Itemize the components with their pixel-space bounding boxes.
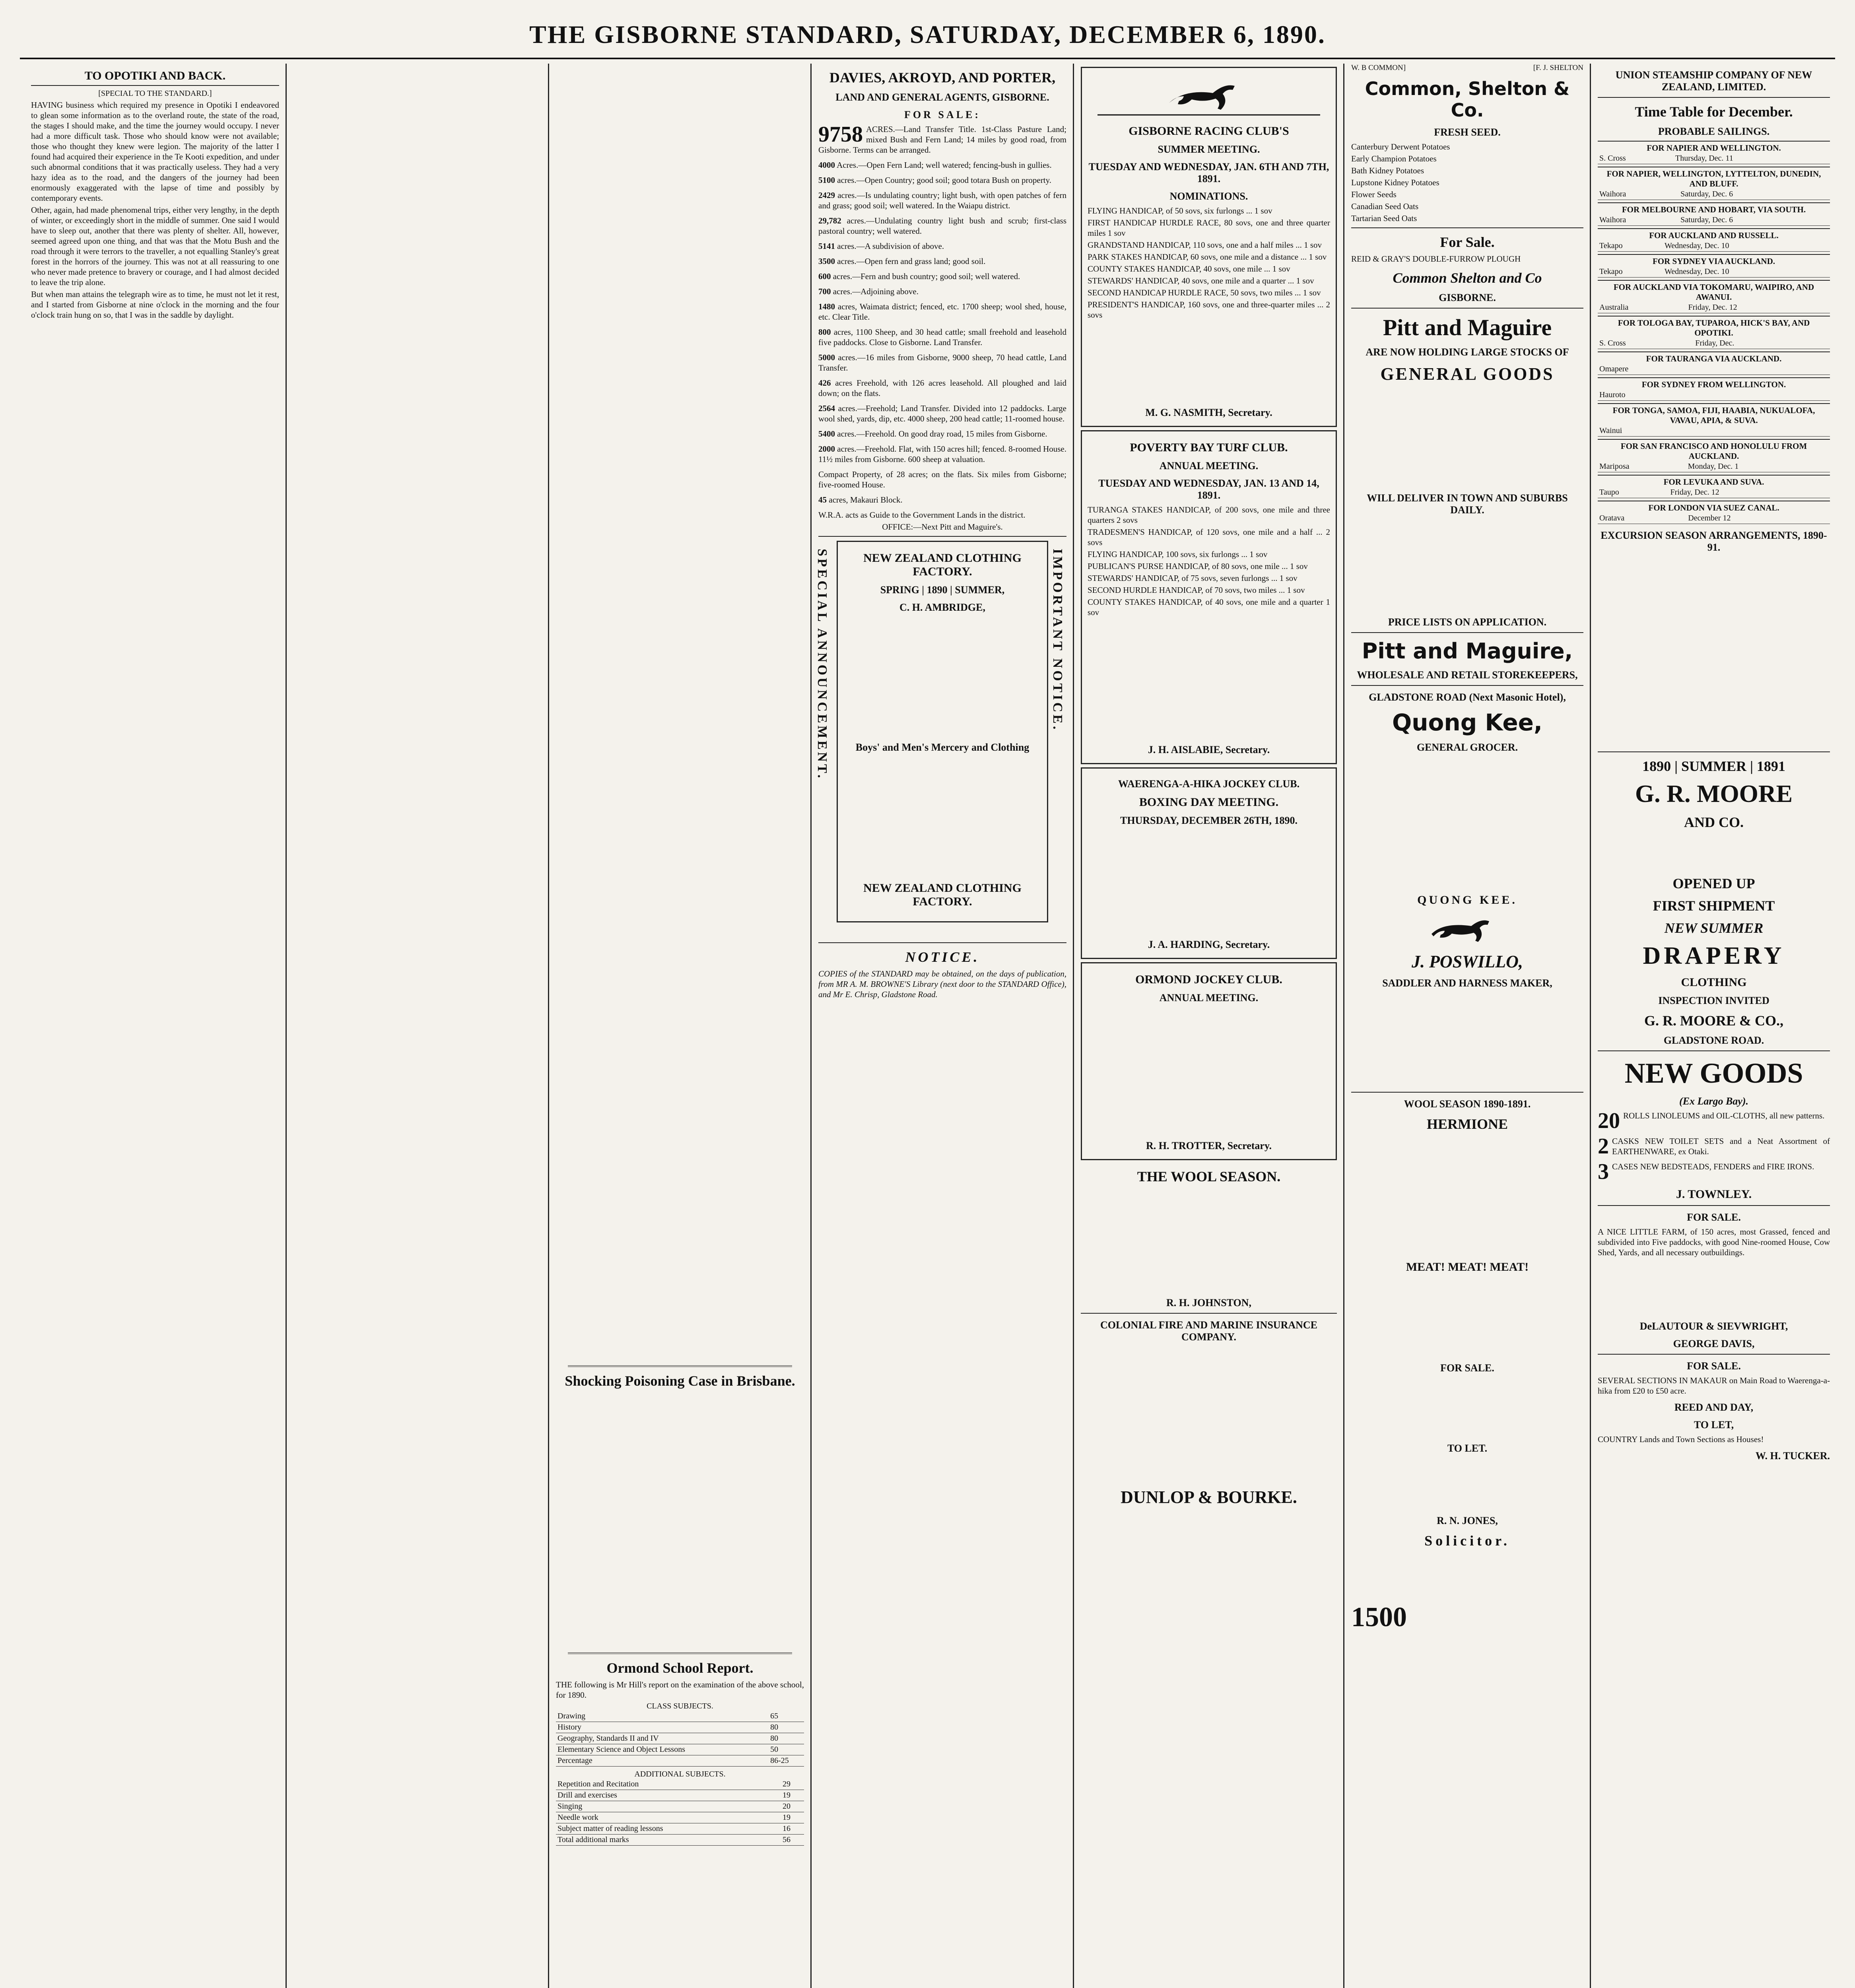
divider (818, 942, 1066, 943)
boxing-title: BOXING DAY MEETING. (1139, 796, 1279, 809)
sailing-route: FOR LEVUKA AND SUVA. (1598, 475, 1830, 487)
section-divider (568, 1652, 792, 1654)
ship-name: Taupo (1598, 487, 1669, 498)
for-sale-heading: FOR SALE: (904, 109, 981, 120)
sailing-route: FOR AUCKLAND VIA TOKOMARU, WAIPIRO, AND AWANUI. (1598, 280, 1830, 302)
for-sale-heading: FOR SALE. (1687, 1211, 1741, 1223)
report-intro: THE following is Mr Hill's report on the examination of the above school, for 1890. (556, 1680, 804, 1700)
wool-agent: R. H. JOHNSTON, (1166, 1297, 1252, 1309)
list-item: 2 CASKS NEW TOILET SETS and a Neat Assortment of EARTHENWARE, ex Otaki. (1598, 1134, 1830, 1159)
divider (1351, 685, 1583, 686)
list-item: 1480 acres, Waimata district; fenced, etc. 1700 sheep; wool shed, house, etc. Clear Title. (818, 302, 1066, 322)
boxing-date: THURSDAY, DECEMBER 26TH, 1890. (1120, 815, 1298, 826)
seed-item: Bath Kidney Potatoes (1351, 166, 1424, 175)
subject: Singing (556, 1801, 781, 1812)
list-item: 29,782 acres.—Undulating country light bush and scrub; first-class pastoral country; well watered. (818, 216, 1066, 236)
union-title: UNION STEAMSHIP COMPANY OF NEW ZEALAND, LIMITED. (1615, 69, 1812, 93)
column-1 (24, 64, 286, 1988)
masthead: THE GISBORNE STANDARD, SATURDAY, DECEMBER 6, 1890. (529, 20, 1326, 49)
new-goods: NEW GOODS (1624, 1057, 1803, 1089)
ship-name: Oratava (1598, 513, 1686, 524)
ad-text (1081, 1346, 1337, 1481)
poswillo-subtitle: SADDLER AND HARNESS MAKER, (1382, 977, 1552, 989)
general-goods: GENERAL GOODS (1380, 364, 1554, 384)
list-item: Compact Property, of 28 acres; on the flats. Six miles from Gisborne; five-roomed House. (818, 470, 1066, 489)
reed-day: REED AND DAY, (1674, 1402, 1754, 1413)
george-davis: GEORGE DAVIS, (1673, 1338, 1755, 1349)
poverty-title: POVERTY BAY TURF CLUB. (1130, 441, 1288, 454)
ad-text (1351, 992, 1583, 1088)
table-row (556, 1812, 804, 1823)
ship-name: Waihora (1598, 215, 1679, 226)
clothing-manager: C. H. AMBRIDGE, (899, 602, 985, 613)
pitt-maguire-title: Pitt and Maguire (1383, 315, 1552, 340)
sailing-row (1598, 425, 1830, 437)
tucker: W. H. TUCKER. (1755, 1450, 1830, 1462)
sailing-route: FOR SYDNEY FROM WELLINGTON. (1598, 377, 1830, 390)
firm-subtitle: LAND AND GENERAL AGENTS, GISBORNE. (835, 91, 1049, 103)
race-item: STEWARDS' HANDICAP, 40 sovs, one mile and a quarter ... 1 sov (1088, 276, 1314, 285)
sailing-row (1598, 338, 1830, 349)
race-item: FLYING HANDICAP, of 50 sovs, six furlongs ... 1 sov (1088, 206, 1272, 215)
sailing-date: Saturday, Dec. 6 (1679, 189, 1830, 200)
list-item: 600 acres.—Fern and bush country; good soil; well watered. (818, 272, 1020, 281)
wool-ship-title: WOOL SEASON 1890-1891. (1404, 1098, 1531, 1110)
poverty-bay-ad (1081, 430, 1337, 764)
sailing-route: FOR LONDON VIA SUEZ CANAL. (1598, 501, 1830, 513)
opened-up: OPENED UP (1672, 876, 1755, 891)
subject: Percentage (556, 1755, 769, 1767)
sailing-row (1598, 302, 1830, 313)
marks: 29 (781, 1779, 804, 1790)
ormond-subtitle: ANNUAL MEETING. (1159, 992, 1259, 1004)
ship-name: Hauroto (1598, 390, 1807, 401)
marks: 19 (781, 1812, 804, 1823)
race-item: PRESIDENT'S HANDICAP, 160 sovs, one and three-quarter miles ... 2 sovs (1088, 300, 1330, 320)
boxing-day-ad (1081, 767, 1337, 959)
sailing-date: Thursday, Dec. 11 (1674, 153, 1830, 164)
column-5 (1074, 64, 1344, 1988)
column-6 (1344, 64, 1591, 1988)
notice-heading: NOTICE. (905, 949, 980, 965)
sections-text: SEVERAL SECTIONS IN MAKAUR on Main Road to Waerenga-a-hika from £20 to £50 acre. (1598, 1376, 1830, 1396)
clothing-season: SPRING | 1890 | SUMMER, (880, 584, 1005, 596)
list-item: 426 acres Freehold, with 126 acres leasehold. All ploughed and laid down; on the flats. (818, 378, 1066, 398)
racehorse-icon (1097, 75, 1320, 119)
sailing-date: Friday, Dec. 12 (1687, 302, 1830, 313)
sailing-route: FOR SYDNEY VIA AUCKLAND. (1598, 254, 1830, 266)
boxing-club: WAERENGA-A-HIKA JOCKEY CLUB. (1118, 778, 1300, 790)
poswillo-name: J. POSWILLO, (1412, 952, 1523, 971)
delautour: DeLAUTOUR & SIEVWRIGHT, (1639, 1320, 1788, 1332)
table-row (556, 1744, 804, 1755)
list-item: 5141 acres.—A subdivision of above. (818, 241, 944, 251)
solicitor-name: R. N. JONES, (1437, 1515, 1498, 1526)
first-shipment: FIRST SHIPMENT (1653, 898, 1775, 914)
list-item: 9758 ACRES.—Land Transfer Title. 1st-Class Pasture Land; mixed Bush and Fern Land; 14 miles by good road, from Gisborne. Terms can be arranged. (818, 122, 1066, 155)
race-item: GRANDSTAND HANDICAP, 110 sovs, one and a half miles ... 1 sov (1088, 240, 1322, 250)
ormond-school-heading: Ormond School Report. (606, 1660, 754, 1676)
nominations-label: NOMINATIONS. (1169, 190, 1248, 202)
list-item: 3 CASES NEW BEDSTEADS, FENDERS and FIRE IRONS. (1598, 1159, 1814, 1184)
table-row (556, 1755, 804, 1767)
seed-item: Tartarian Seed Oats (1351, 214, 1417, 223)
clothing-box (837, 541, 1048, 922)
ship-name: S. Cross (1598, 338, 1694, 349)
wool-season-title: THE WOOL SEASON. (1137, 1169, 1281, 1184)
clothing-tagline: Boys' and Men's Mercery and Clothing (855, 742, 1029, 753)
racing-club-ad (1081, 67, 1337, 427)
column-4 (811, 64, 1074, 1988)
class-subjects-label: CLASS SUBJECTS. (647, 1702, 713, 1710)
marks: 20 (781, 1801, 804, 1812)
quong-subtitle: GENERAL GROCER. (1416, 742, 1518, 753)
sailing-date: Friday, Dec. 12 (1669, 487, 1830, 498)
subject: Total additional marks (556, 1835, 781, 1846)
table-row (556, 1823, 804, 1835)
clothing-title: NEW ZEALAND CLOTHING FACTORY. (863, 551, 1022, 578)
race-item: SECOND HURDLE HANDICAP, of 70 sovs, two miles ... 1 sov (1088, 585, 1305, 595)
seed-item: Early Champion Potatoes (1351, 154, 1437, 163)
clothing-footer: NEW ZEALAND CLOTHING FACTORY. (863, 881, 1022, 908)
sailing-row (1598, 390, 1830, 401)
table-row (556, 1835, 804, 1846)
clothing-text (843, 617, 1041, 736)
racing-dates: TUESDAY AND WEDNESDAY, JAN. 6TH AND 7TH, 1891. (1088, 161, 1329, 184)
plough-text: REID & GRAY'S DOUBLE-FURROW PLOUGH (1351, 254, 1521, 264)
sailing-date: Wednesday, Dec. 10 (1663, 241, 1830, 252)
dunlop-bourke: DUNLOP & BOURKE. (1121, 1487, 1297, 1507)
article-paragraph: HAVING business which required my presence in Opotiki I endeavored to glean some information as to the overland route, the state of the road, the stages I should make, and the time the journey would occupy. I never had a more difficult task. Those who should know were not available; those who thought they knew were legion. The majority of the latter I found had acquired their experience in the Te Kooti expedition, and under such abnormal conditions that it was practically useless. They had a very hazy idea as to the road, and the dangers of the journey had been enormously exaggerated with the lapse of time and possibly by contemporary events. (31, 100, 279, 203)
sailing-route: FOR TOLOGA BAY, TUPAROA, HICK'S BAY, AND OPOTIKI. (1598, 316, 1830, 338)
table-row (556, 1711, 804, 1722)
marks: 80 (769, 1722, 804, 1733)
seed-item: Canterbury Derwent Potatoes (1351, 142, 1450, 151)
subject: Elementary Science and Object Lessons (556, 1744, 769, 1755)
section-divider (568, 1365, 792, 1367)
horse-icon (1416, 910, 1519, 946)
sailing-row (1598, 153, 1830, 164)
ship-name: Waihora (1598, 189, 1679, 200)
subject: Drill and exercises (556, 1790, 781, 1801)
divider (1081, 1313, 1337, 1314)
subject: History (556, 1722, 769, 1733)
divider (1598, 97, 1830, 98)
list-item: 2000 acres.—Freehold. Flat, with 150 acres hill; fenced. 8-roomed House. 11½ miles from Gisborne. 600 sheep at valuation. (818, 444, 1067, 464)
ad-text (1351, 1458, 1583, 1509)
ship-name: Australia (1598, 302, 1687, 313)
list-item: 20 ROLLS LINOLEUMS and OIL-CLOTHS, all new patterns. (1598, 1109, 1825, 1133)
sailing-row (1598, 189, 1830, 200)
divider (818, 536, 1066, 537)
ad-text (1088, 322, 1330, 401)
for-sale-heading: For Sale. (1440, 234, 1495, 250)
sailing-date: Wednesday, Dec. 10 (1663, 266, 1830, 278)
farm-text: A NICE LITTLE FARM, of 150 acres, most Grassed, fenced and subdivided into Five paddocks, with good Nine-roomed House, Cow Shed, Yards, and all necessary outbuildings. (1598, 1227, 1830, 1257)
list-item: 45 acres, Makauri Block. (818, 495, 903, 505)
race-item: PARK STAKES HANDICAP, 60 sovs, one mile and a distance ... 1 sov (1088, 252, 1327, 262)
ad-text (1081, 1188, 1337, 1291)
pitt-subtitle: ARE NOW HOLDING LARGE STOCKS OF (1366, 346, 1569, 358)
sailing-date (1809, 364, 1830, 375)
ad-text (1088, 619, 1330, 738)
notice-body: COPIES of the STANDARD may be obtained, on the days of publication, from MR A. M. BROWNE'S Library (next door to the STANDARD Office), and Mr E. Chrisp, Gladstone Road. (818, 969, 1066, 999)
list-item: 800 acres, 1100 Sheep, and 30 head cattle; small freehold and leasehold five paddocks. Close to Gisborne. Land Transfer. (818, 327, 1067, 347)
deliver-note: WILL DELIVER IN TOWN AND SUBURBS DAILY. (1367, 492, 1568, 516)
sailing-row (1598, 487, 1830, 498)
race-item: SECOND HANDICAP HURDLE RACE, 50 sovs, two miles ... 1 sov (1088, 288, 1321, 297)
firm-name: DAVIES, AKROYD, AND PORTER, (829, 70, 1056, 85)
clothing-text (843, 757, 1041, 876)
probable-sailings: PROBABLE SAILINGS. (1658, 126, 1770, 137)
new-goods-sub: (Ex Largo Bay). (1679, 1095, 1749, 1107)
for-sale-heading: FOR SALE. (1440, 1362, 1494, 1374)
column-7 (1591, 64, 1837, 1988)
pitt-2-subtitle: WHOLESALE AND RETAIL STOREKEEPERS, (1357, 669, 1578, 681)
sailing-date: Monday, Dec. 1 (1686, 461, 1830, 472)
gisborne-label: GISBORNE. (1439, 292, 1496, 303)
sailing-date: Friday, Dec. (1694, 338, 1830, 349)
ormond-jockey-ad (1081, 962, 1337, 1160)
divider (1351, 1092, 1583, 1093)
racing-subtitle: SUMMER MEETING. (1158, 144, 1260, 155)
moore-co: AND CO. (1684, 814, 1744, 830)
fresh-seed: FRESH SEED. (1434, 126, 1501, 138)
to-let-heading: TO LET, (1694, 1419, 1734, 1431)
column-2 (286, 64, 549, 1988)
inspection-invited: INSPECTION INVITED (1658, 995, 1770, 1006)
guide-note: W.R.A. acts as Guide to the Government Lands in the district. (818, 510, 1026, 520)
ad-text (1351, 1552, 1583, 1596)
sailing-route: FOR NAPIER, WELLINGTON, LYTTELTON, DUNEDIN, AND BLUFF. (1598, 167, 1830, 189)
subject: Subject matter of reading lessons (556, 1823, 781, 1835)
marks: 19 (781, 1790, 804, 1801)
sailing-row (1598, 241, 1830, 252)
report-table (556, 1711, 804, 1767)
marks: 16 (781, 1823, 804, 1835)
additional-table (556, 1779, 804, 1846)
quong-sign: QUONG KEE. (1417, 893, 1517, 907)
divider (1598, 1205, 1830, 1206)
ad-text (1351, 1377, 1583, 1437)
clothing-factory-ad (815, 541, 1066, 938)
season-banner: 1890 | SUMMER | 1891 (1642, 758, 1785, 774)
race-item: FLYING HANDICAP, 100 sovs, six furlongs ... 1 sov (1088, 549, 1268, 559)
race-item: TRADESMEN'S HANDICAP, of 120 sovs, one mile and a half ... 2 sovs (1088, 527, 1330, 547)
drapery: DRAPERY (1643, 942, 1785, 969)
article-title: TO OPOTIKI AND BACK. (31, 69, 279, 86)
sailing-route: FOR AUCKLAND AND RUSSELL. (1598, 228, 1830, 241)
article-continuation (556, 64, 804, 1360)
sailing-row (1598, 513, 1830, 524)
ship-name: Omapere (1598, 364, 1809, 375)
marks: 50 (769, 1744, 804, 1755)
divider (1351, 308, 1583, 309)
excursion-heading: EXCURSION SEASON ARRANGEMENTS, 1890-91. (1601, 530, 1827, 553)
divider (1598, 751, 1830, 752)
ship-name: Tekapo (1598, 241, 1663, 252)
sailings-list (1598, 141, 1830, 524)
sailing-route: FOR MELBOURNE AND HOBART, VIA SOUTH. (1598, 202, 1830, 215)
seed-item: Canadian Seed Oats (1351, 202, 1419, 211)
article-paragraph: Other, again, had made phenomenal trips, either very lengthy, in the depth of winter, or exceedingly short in the middle of summer. One said I would have to sleep out, another that there was plenty of shelter. All, however, seemed agreed upon one thing, and that was that the Motu Bush and the road through it were terrors to the traveller, a not equalling Stanley's great forest in the horrors of the journey. This was not at all reassuring to one who never made pretence to bravery or courage, and I had almost decided to leave the trip alone. (31, 205, 279, 287)
meat-heading: MEAT! MEAT! MEAT! (1406, 1260, 1529, 1274)
ad-text (1351, 1136, 1583, 1255)
sale-1500: 1500 (1351, 1602, 1407, 1633)
shocking-heading: Shocking Poisoning Case in Brisbane. (565, 1373, 795, 1389)
list-item: 3500 acres.—Open fern and grass land; good soil. (818, 256, 986, 266)
for-sale-heading: FOR SALE. (1687, 1360, 1741, 1372)
firm-name: Common, Shelton & Co. (1365, 78, 1570, 121)
seed-item: Lupstone Kidney Potatoes (1351, 178, 1439, 187)
subject: Repetition and Recitation (556, 1779, 781, 1790)
gladstone-road: GLADSTONE ROAD. (1663, 1035, 1764, 1046)
sailing-date (1807, 390, 1830, 401)
sailing-date: Saturday, Dec. 6 (1679, 215, 1830, 226)
list-item: 4000 Acres.—Open Fern Land; well watered; fencing-bush in gullies. (818, 160, 1052, 170)
poverty-subtitle: ANNUAL MEETING. (1159, 460, 1259, 472)
country-text: COUNTRY Lands and Town Sections as Houses! (1598, 1435, 1764, 1444)
firm-italic: Common Shelton and Co (1393, 270, 1542, 286)
race-item: COUNTY STAKES HANDICAP, of 40 sovs, one mile and a quarter 1 sov (1088, 597, 1330, 617)
ad-text (1088, 830, 1330, 933)
ad-text (1351, 387, 1583, 487)
list-item: 5000 acres.—16 miles from Gisborne, 9000 sheep, 70 head cattle, Land Transfer. (818, 353, 1066, 373)
ormond-title: ORMOND JOCKEY CLUB. (1135, 973, 1282, 986)
solicitor-label: Solicitor. (1424, 1533, 1510, 1549)
townley: J. TOWNLEY. (1676, 1188, 1752, 1201)
ad-text (1598, 1259, 1830, 1315)
ship-name: Mariposa (1598, 461, 1686, 472)
timetable-title: Time Table for December. (1635, 104, 1793, 120)
side-label-right: IMPORTANT NOTICE. (1050, 549, 1065, 732)
column-3 (549, 64, 811, 1988)
colonial-insurance: COLONIAL FIRE AND MARINE INSURANCE COMPANY. (1100, 1319, 1318, 1343)
partner-right: [F. J. SHELTON (1533, 64, 1583, 72)
list-item: 2564 acres.—Freehold; Land Transfer. Divided into 12 paddocks. Large wool shed, yards, dip, etc. 4000 sheep, 200 head cattle; 11-roomed house. (818, 404, 1067, 423)
sailing-row (1598, 364, 1830, 375)
clothing-label: CLOTHING (1681, 976, 1747, 989)
race-item: FIRST HANDICAP HURDLE RACE, 80 sovs, one and three quarter miles 1 sov (1088, 218, 1330, 238)
office-note: OFFICE:—Next Pitt and Maguire's. (882, 522, 1003, 532)
pitt-maguire-2: Pitt and Maguire, (1362, 639, 1573, 664)
quong-kee-title: Quong Kee, (1392, 709, 1543, 736)
seed-item: Flower Seeds (1351, 190, 1397, 199)
table-row (556, 1722, 804, 1733)
side-label-left: SPECIAL ANNOUNCEMENT. (815, 549, 829, 780)
marks: 86-25 (769, 1755, 804, 1767)
new-summer: NEW SUMMER (1664, 920, 1764, 936)
sailing-row (1598, 266, 1830, 278)
ad-text (1598, 834, 1830, 870)
ad-text (1088, 1007, 1330, 1134)
quong-road: GLADSTONE ROAD (Next Masonic Hotel), (1369, 691, 1566, 703)
moore-title: G. R. MOORE (1635, 780, 1793, 808)
ship-name: Tekapo (1598, 266, 1663, 278)
hermione: HERMIONE (1426, 1116, 1508, 1132)
sailing-route: FOR TAURANGA VIA AUCKLAND. (1598, 351, 1830, 364)
additional-subjects-label: ADDITIONAL SUBJECTS. (634, 1770, 726, 1778)
poverty-secretary: J. H. AISLABIE, Secretary. (1148, 744, 1270, 755)
price-lists: PRICE LISTS ON APPLICATION. (1388, 616, 1547, 628)
article-paragraph: But when man attains the telegraph wire as to time, he must not let it rest, and I started from Gisborne at nine o'clock in the morning and the four o'clock train hung on so, that I was in the saddle by daylight. (31, 289, 279, 320)
sailing-route: FOR SAN FRANCISCO AND HONOLULU FROM AUCKLAND. (1598, 439, 1830, 461)
race-item: STEWARDS' HANDICAP, of 75 sovs, seven furlongs ... 1 sov (1088, 573, 1298, 583)
list-item: 700 acres.—Adjoining above. (818, 287, 919, 296)
divider (1351, 632, 1583, 633)
sailing-row (1598, 215, 1830, 226)
article-body (556, 1392, 804, 1647)
divider (1351, 227, 1583, 228)
ad-text (1351, 757, 1583, 888)
racing-secretary: M. G. NASMITH, Secretary. (1145, 407, 1272, 418)
ormond-secretary: R. H. TROTTER, Secretary. (1146, 1140, 1272, 1151)
subject: Drawing (556, 1711, 769, 1722)
table-row (556, 1790, 804, 1801)
sailing-date (1804, 425, 1830, 437)
poverty-dates: TUESDAY AND WEDNESDAY, JAN. 13 AND 14, 1891. (1098, 478, 1319, 501)
partner-left: W. B COMMON] (1351, 64, 1406, 72)
race-item: COUNTY STAKES HANDICAP, 40 sovs, one mile ... 1 sov (1088, 264, 1290, 274)
top-rule (20, 58, 1835, 59)
racing-title: GISBORNE RACING CLUB'S (1129, 124, 1289, 138)
list-item: 5400 acres.—Freehold. On good dray road, 15 miles from Gisborne. (818, 429, 1047, 439)
to-let-heading: TO LET. (1447, 1442, 1488, 1454)
sailing-route: FOR NAPIER AND WELLINGTON. (1598, 141, 1830, 153)
moore-co-2: G. R. MOORE & CO., (1644, 1013, 1783, 1029)
list-item: 2429 acres.—Is undulating country; light bush, with open patches of fern and grass; good soil; well watered. In the Waiapu district. (818, 190, 1067, 210)
subject: Geography, Standards II and IV (556, 1733, 769, 1744)
article-subtitle: [SPECIAL TO THE STANDARD.] (98, 89, 212, 98)
divider (1598, 1354, 1830, 1355)
firm-partners (1351, 64, 1583, 72)
ad-text (1351, 519, 1583, 611)
subject: Needle work (556, 1812, 781, 1823)
ad-text (1351, 1277, 1583, 1357)
ad-text (1598, 557, 1830, 747)
race-item: PUBLICAN'S PURSE HANDICAP, of 80 sovs, one mile ... 1 sov (1088, 561, 1308, 571)
race-item: TURANGA STAKES HANDICAP, of 200 sovs, one mile and three quarters 2 sovs (1088, 505, 1330, 525)
sailing-route: FOR TONGA, SAMOA, FIJI, HAABIA, NUKUALOFA, VAVAU, APIA, & SUVA. (1598, 403, 1830, 425)
table-row (556, 1733, 804, 1744)
ship-name: Wainui (1598, 425, 1804, 437)
sailing-row (1598, 461, 1830, 472)
divider (1598, 1050, 1830, 1051)
lots-list (818, 124, 1066, 505)
marks: 80 (769, 1733, 804, 1744)
boxing-secretary: J. A. HARDING, Secretary. (1148, 939, 1270, 950)
list-item: 5100 acres.—Open Country; good soil; good totara Bush on property. (818, 175, 1051, 185)
sailing-date: December 12 (1686, 513, 1830, 524)
ship-name: S. Cross (1598, 153, 1674, 164)
table-row (556, 1779, 804, 1790)
table-row (556, 1801, 804, 1812)
marks: 65 (769, 1711, 804, 1722)
marks: 56 (781, 1835, 804, 1846)
